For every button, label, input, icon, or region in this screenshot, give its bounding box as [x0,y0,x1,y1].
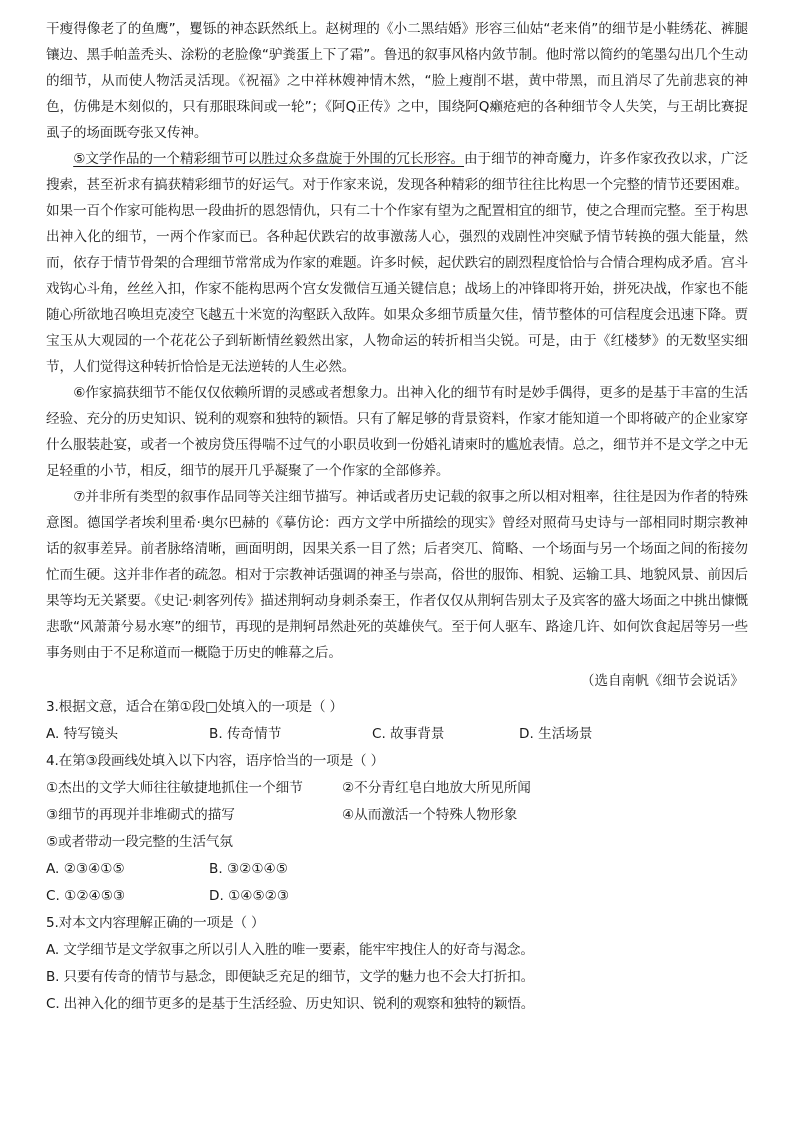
question-4-stem: 4.在第③段画线处填入以下内容，语序恰当的一项是（ ） [46,753,385,769]
option-b[interactable]: B. 只要有传奇的情节与悬念，即便缺乏充足的细节，文学的魅力也不会大打折扣。 [46,969,535,985]
reading-passage [46,16,748,694]
option-c[interactable]: C. 出神入化的细节更多的是基于生活经验、历史知识、锐利的观察和独特的颖悟。 [46,996,535,1012]
paragraph-5-body: 由于细节的神奇魔力，许多作家孜孜以求，广泛搜索，甚至祈求有搞获精彩细节的好运气。对于作家来说，发现各种精彩的细节往往比构思一个完整的情节还要困难。如果一百个作家可能构思一段曲折的恩怨情仇，只有二十个作家有望为之配置相宜的细节，使之合理而完整。至于构思出神入化的细节，一两个作家而已。各种起伏跌宕的故事激荡人心，强烈的戏剧性冲突赋予情节转换的强大能量，然而，依存于情节骨架的合理细节常常成为作家的难题。许多时候，起伏跌宕的剧烈程度恰恰与合情合理构成矛盾。宫斗戏钩心斗角，丝丝入扣，作家不能构思两个宫女发微信互通关键信息；战场上的冲锋即将开始，拼死决战，作家也不能随心所欲地召唤坦克凌空飞越五十米宽的沟壑跃入敌阵。如果众多细节质量欠佳，情节整体的可信程度会迅速下降。贾宝玉从大观园的一个花花公子到斩断情丝毅然出家，人物命运的转折相当尖锐。可是，由于《红楼梦》的无数坚实细节，人们觉得这种转折恰恰是无法逆转的人生必然。 [46,151,748,375]
option-a[interactable]: A. 文学细节是文学叙事之所以引人入胜的唯一要素，能牢牢拽住人的好奇与渴念。 [46,942,534,958]
option-c[interactable]: C. 故事背景 [372,726,445,742]
question-4-items-row-2 [46,802,748,829]
question-4-options-row-2 [46,883,748,910]
question-5-stem: 5.对本文内容理解正确的一项是（ ） [46,915,265,931]
question-4-items-row-1 [46,775,748,802]
sentence-item-5: ⑤或者带动一段完整的生活气氛 [46,834,233,850]
sentence-item-3: ③细节的再现并非堆砌式的描写 [46,807,235,823]
sentence-item-1: ①杰出的文学大师往往敏捷地抓住一个细节 [46,780,303,796]
option-a[interactable]: A. ②③④①⑤ [46,861,125,877]
option-c[interactable]: C. ①②④⑤③ [46,888,126,904]
sentence-item-2: ②不分青红皂白地放大所见所闻 [342,780,531,796]
question-4 [46,748,748,910]
question-3 [46,694,748,748]
exam-page [46,16,748,1018]
passage-source: （选自南帆《细节会说话》 [580,673,744,689]
option-d[interactable]: D. 生活场景 [519,726,593,742]
option-a[interactable]: A. 特写镜头 [46,726,119,742]
question-3-stem: 3.根据文意，适合在第①段□处填入的一项是（ ） [46,699,344,715]
option-b[interactable]: B. 传奇情节 [209,726,282,742]
paragraph-5-underlined-sentence: ⑤文学作品的一个精彩细节可以胜过众多盘旋于外围的冗长形容。 [73,151,465,167]
question-5 [46,910,748,1018]
question-4-options-row-1 [46,856,748,883]
paragraph-5 [46,146,748,380]
option-d[interactable]: D. ①④⑤②③ [209,888,290,904]
option-b[interactable]: B. ③②①④⑤ [209,861,288,877]
sentence-item-4: ④从而激活一个特殊人物形象 [342,807,518,823]
paragraph-6: ⑥作家搞获细节不能仅仅依赖所谓的灵感或者想象力。出神入化的细节有时是妙手偶得，更多的是基于丰富的生活经验、充分的历史知识、锐利的观察和独特的颖悟。只有了解足够的背景资料，作家才能知道一个即将破产的企业家穿什么服装赴宴，或者一个被房贷压得喘不过气的小职员收到一份婚礼请柬时的尴尬表情。总之，细节并不是文学之中无足轻重的小节，相反，细节的展开几乎凝聚了一个作家的全部修养。 [46,385,748,479]
paragraph-7: ⑦并非所有类型的叙事作品同等关注细节描写。神话或者历史记载的叙事之所以相对粗率，往往是因为作者的特殊意图。德国学者埃利里希·奥尔巴赫的《摹仿论：西方文学中所描绘的现实》曾经对照荷马史诗与一部相同时期宗教神话的叙事差异。前者脉络清晰，画面明朗，因果关系一目了然；后者突兀、简略、一个场面与另一个场面之间的衔接勿忙而生硬。这并非作者的疏忽。相对于宗教神话强调的神圣与崇高，俗世的服饰、相貌、运输工具、地貌风景、前因后果等均无关紧要。《史记·刺客列传》描述荆轲动身刺杀秦王，作者仅仅从荆轲告别太子及宾客的盛大场面之中挑出慷慨悲歌“风萧萧兮易水寒”的细节，再现的是荆轲昂然赴死的英雄侠气。至于何人驱车、路途几许、如何饮食起居等另一些事务则由于不足称道而一概隐于历史的帷幕之后。 [46,489,748,661]
question-3-options [46,721,748,748]
paragraph-4-continued: 干瘦得像老了的鱼鹰”，矍铄的神态跃然纸上。赵树理的《小二黑结婚》形容三仙姑“老来俏”的细节是小鞋绣花、裤腿镶边、黑手帕盖秃头、涂粉的老脸像“驴粪蛋上下了霜”。鲁迅的叙事风格内敛节制。他时常以简约的笔墨勾出几个生动的细节，从而使人物活灵活现。《祝福》之中祥林嫂神情木然，“脸上瘦削不堪，黄中带黑，而且消尽了先前悲哀的神色，仿佛是木刻似的，只有那眼珠间或一轮”；《阿Q正传》之中，围绕阿Q癞疮疤的各种细节令人失笑，与王胡比赛捉虱子的场面既夸张又传神。 [46,21,748,141]
